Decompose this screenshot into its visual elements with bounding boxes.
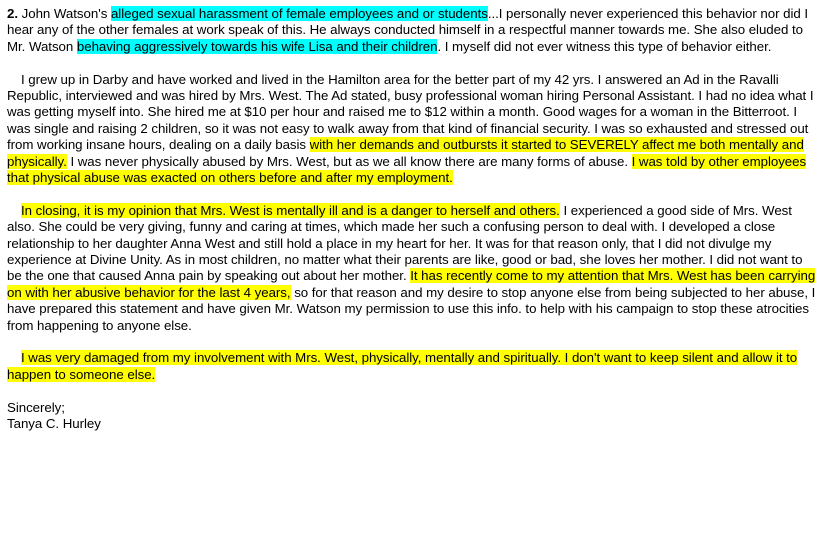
text-segment: so for that reason and my desire to stop anyone else from being subjected to her abuse, I have prepared this statement and have given Mr. Watson my permission to use this info. to help with his campaign to stop these atrocities from happening to anyone else. (7, 284, 816, 333)
highlighted-text-yellow: I was told by other employees that physical abuse was exacted on others before and after my employment. (7, 153, 807, 186)
highlighted-text-yellow: It has recently come to my attention that Mrs. West has been carrying on with her abusive behavior for the last 4 years, (7, 268, 816, 300)
signature-block (7, 400, 819, 433)
text-segment: ...I personally never experienced this behavior nor did I hear any of the other females at work speak of this. He always conducted himself in a respectful manner towards me. She also eluded to Mr. Watson (7, 6, 808, 54)
document-page (7, 6, 819, 433)
highlighted-text-yellow: In closing, it is my opinion that Mrs. West is mentally ill and is a danger to herself and others. (21, 202, 560, 218)
highlighted-text-yellow: I was very damaged from my involvement with Mrs. West, physically, mentally and spiritually. I don't want to keep silent and allow it to happen to someone else. (7, 350, 798, 382)
text-segment: . I myself did not ever witness this type of behavior either. (437, 38, 772, 54)
signature-name: Tanya C. Hurley (7, 416, 101, 432)
paragraph-item-2 (7, 6, 819, 55)
highlighted-text-cyan: behaving aggressively towards his wife Lisa and their children (76, 38, 438, 54)
highlighted-text-yellow: with her demands and outbursts it started to SEVERELY affect me both mentally and physically. (7, 137, 804, 169)
text-segment: I grew up in Darby and have worked and lived in the Hamilton area for the better part of my 42 yrs. I answered an Ad in the Ravalli Republic, interviewed and was hired by Mrs. West. The Ad stated, busy professional woman hiring Personal Assistant. I had no idea what I was getting myself into. She hired me at $10 per hour and raised me to $12 within a month. Good wages for a woman in the Bitterroot. I was single and raising 2 children, so it was not easy to walk away from that kind of financial security. I was so exhausted and stressed out from working insane hours, dealing on a daily basis (7, 71, 814, 153)
salutation: Sincerely; (7, 399, 65, 415)
paragraph-closing (7, 203, 819, 334)
highlighted-text-cyan: alleged sexual harassment of female employees and or students (110, 6, 488, 21)
paragraph-final-statement (7, 350, 819, 383)
item-number: 2. (7, 6, 18, 21)
text-segment: John Watson's (18, 6, 111, 21)
paragraph-background (7, 72, 819, 187)
text-segment: I was never physically abused by Mrs. West, but as we all know there are many forms of abuse. (66, 153, 632, 169)
text-segment: I experienced a good side of Mrs. West also. She could be very giving, funny and caring at times, which made her such a confusing person to deal with. I developed a close relationship to her daughter Anna West and still hold a place in my heart for her. It was for that reason only, that I did not divulge my experience at Divine Unity. As in most children, no matter what their parents are like, good or bad, she loves her mother. I did not want to be the one that caused Anna pain by speaking out about her mother. (7, 202, 803, 284)
